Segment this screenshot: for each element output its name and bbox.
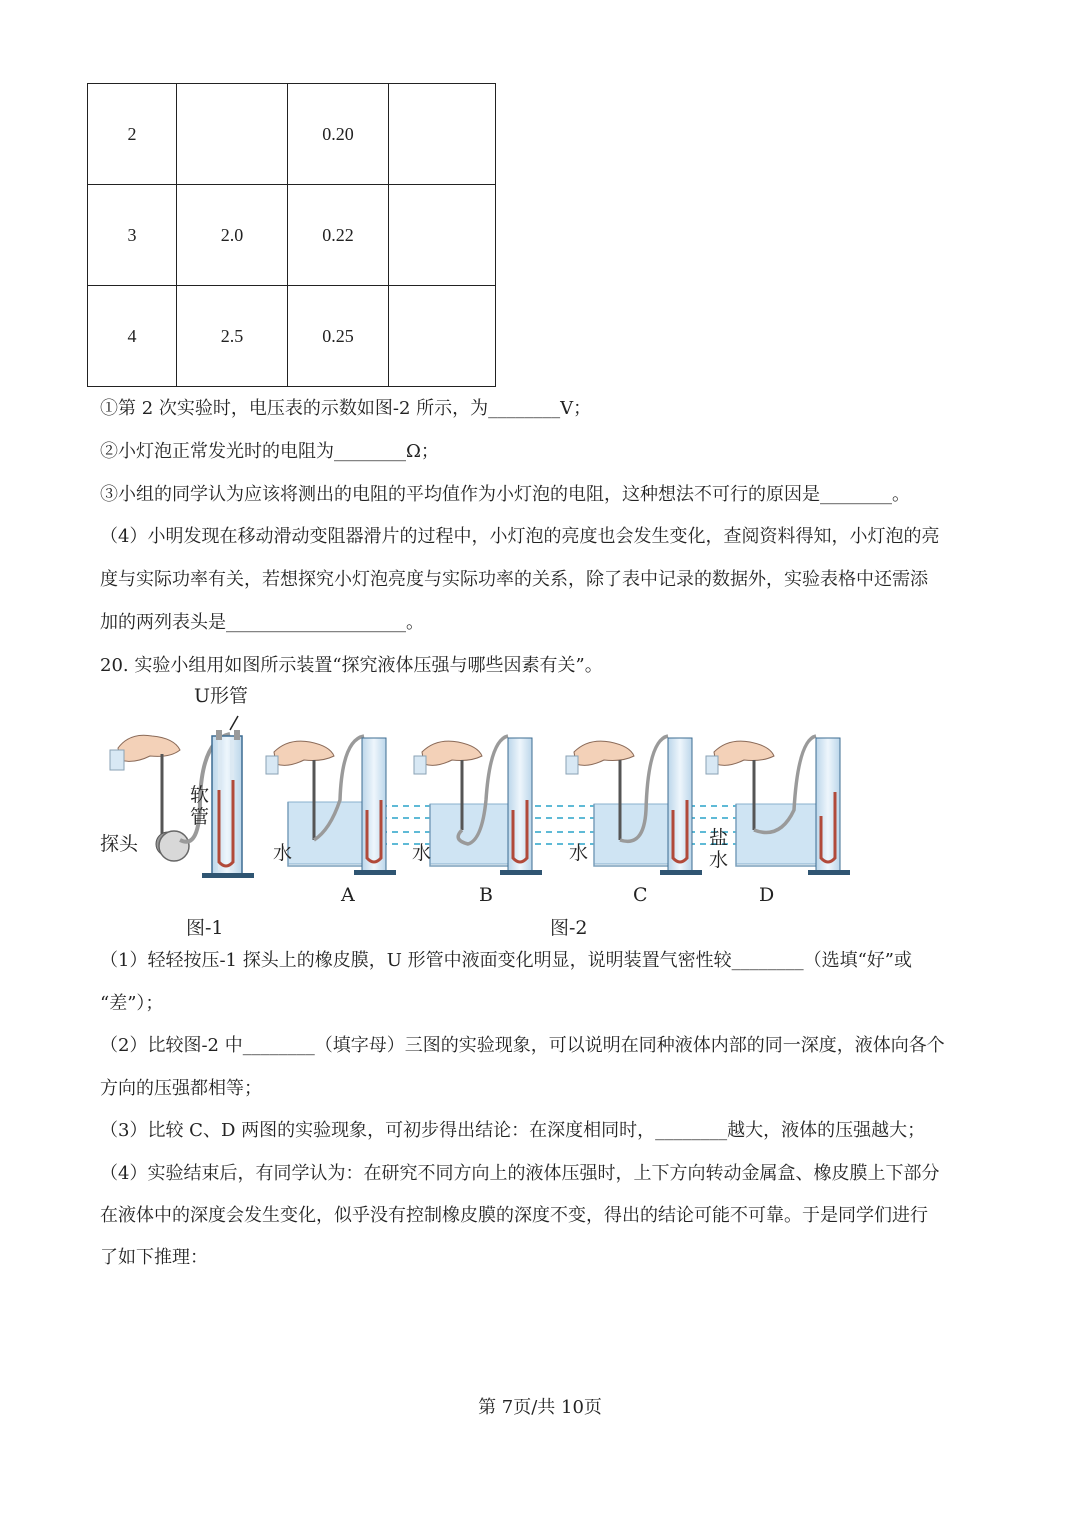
u-tube-label: U形管 bbox=[194, 685, 249, 707]
table-cell: 2.5 bbox=[177, 286, 288, 387]
label-a: A bbox=[341, 884, 355, 906]
table-cell: 3 bbox=[88, 185, 177, 286]
figure-2b-apparatus bbox=[414, 736, 542, 875]
water-label-c: 水 bbox=[569, 842, 589, 864]
q19-part4-line2: 度与实际功率有关，若想探究小灯泡亮度与实际功率的关系，除了表中记录的数据外，实验表格中还需添 bbox=[100, 569, 928, 590]
table-row bbox=[88, 286, 496, 387]
water-label-a: 水 bbox=[273, 842, 293, 864]
label-b: B bbox=[479, 884, 493, 906]
label-d: D bbox=[759, 884, 775, 906]
table-cell bbox=[177, 84, 288, 185]
q20-part4-line1: （4）实验结束后，有同学认为：在研究不同方向上的液体压强时，上下方向转动金属盒、橡皮膜上下部分 bbox=[100, 1163, 940, 1184]
figure-2-caption: 图-2 bbox=[550, 917, 588, 939]
salt-water-label-2: 水 bbox=[709, 849, 729, 871]
q19-part4-line3: 加的两列表头是____________________。 bbox=[100, 612, 424, 633]
table-row bbox=[88, 185, 496, 286]
table-cell bbox=[389, 84, 496, 185]
table-cell bbox=[389, 185, 496, 286]
hose-label-2: 管 bbox=[190, 806, 210, 828]
pressure-apparatus-figure bbox=[90, 680, 990, 940]
q20-part2-line2: 方向的压强都相等； bbox=[100, 1078, 262, 1099]
q19-part3-line1: ①第 2 次实验时，电压表的示数如图-2 所示，为________V； bbox=[100, 398, 592, 419]
q19-part3-line2: ②小灯泡正常发光时的电阻为________Ω； bbox=[100, 441, 439, 462]
q20-part4-line2: 在液体中的深度会发生变化，似乎没有控制橡皮膜的深度不变，得出的结论可能不可靠。于是同学们进行 bbox=[100, 1205, 928, 1226]
salt-water-label-1: 盐 bbox=[709, 827, 729, 849]
data-table bbox=[87, 83, 496, 387]
q20-part4-line3: 了如下推理： bbox=[100, 1247, 208, 1268]
q19-part4-line1: （4）小明发现在移动滑动变阻器滑片的过程中，小灯泡的亮度也会发生变化，查阅资料得知，小灯泡的亮 bbox=[100, 526, 940, 547]
page-footer: 第 7页/共 10页 bbox=[478, 1397, 602, 1418]
q20-title: 20. 实验小组用如图所示装置“探究液体压强与哪些因素有关”。 bbox=[100, 655, 603, 676]
q19-part3-line3: ③小组的同学认为应该将测出的电阻的平均值作为小灯泡的电阻，这种想法不可行的原因是________。 bbox=[100, 484, 910, 505]
table-cell bbox=[389, 286, 496, 387]
q20-part2-line1: （2）比较图-2 中________（填字母）三图的实验现象，可以说明在同种液体内部的同一深度，液体向各个 bbox=[100, 1035, 945, 1056]
table-cell: 4 bbox=[88, 286, 177, 387]
q20-part1-line1: （1）轻轻按压-1 探头上的橡皮膜，U 形管中液面变化明显，说明装置气密性较________（选填“好”或 bbox=[100, 950, 912, 971]
probe-label: 探头 bbox=[100, 833, 139, 855]
hose-label-1: 软 bbox=[190, 784, 210, 806]
label-c: C bbox=[633, 884, 648, 906]
table-row bbox=[88, 84, 496, 185]
water-label-b: 水 bbox=[412, 842, 432, 864]
figure-1-caption: 图-1 bbox=[186, 917, 224, 939]
q20-part3: （3）比较 C、D 两图的实验现象，可初步得出结论：在深度相同时，________越大，液体的压强越大； bbox=[100, 1120, 926, 1141]
table-cell: 0.22 bbox=[288, 185, 389, 286]
q20-part1-line2: “差”）； bbox=[100, 993, 164, 1014]
table-cell: 0.20 bbox=[288, 84, 389, 185]
table-cell: 2 bbox=[88, 84, 177, 185]
table-cell: 0.25 bbox=[288, 286, 389, 387]
table-cell: 2.0 bbox=[177, 185, 288, 286]
